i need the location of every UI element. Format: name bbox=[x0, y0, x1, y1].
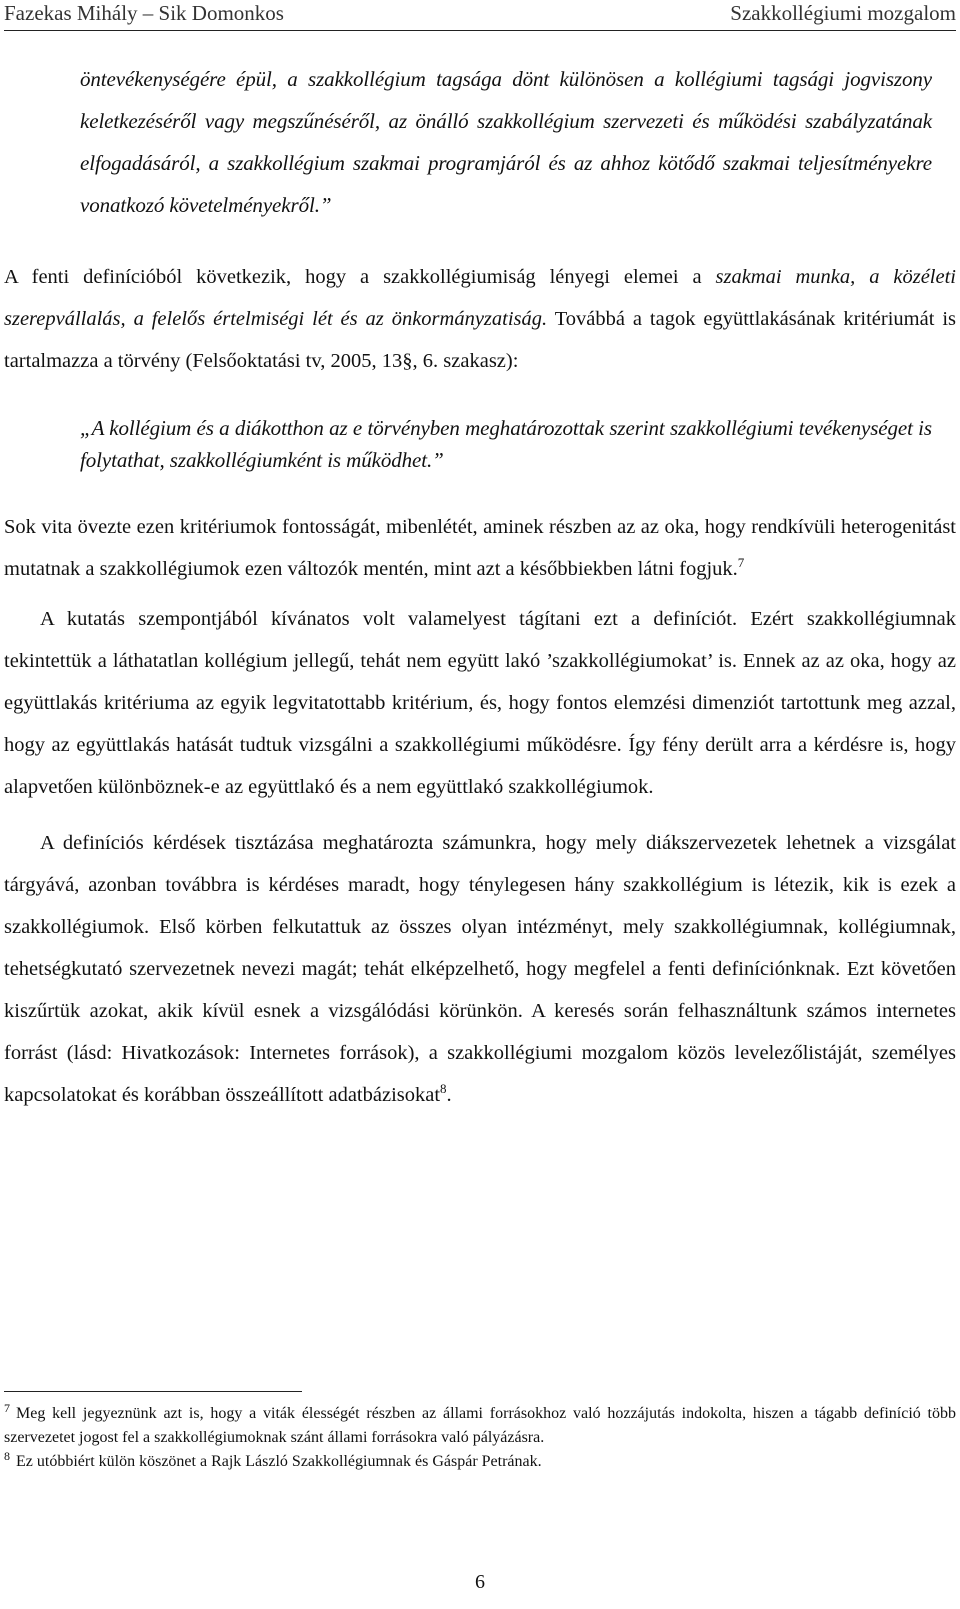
paragraph-research-definition: A kutatás szempontjából kívánatos volt valamelyest tágítani ezt a definíciót. Ezért szakkollégiumnak tekintettük a láthatatlan kollégium jellegű, tehát nem együtt lakó ’szakkollégiumokat’ is. Ennek az az oka, hogy az együttlakás kritériuma az egyik legvitatottabb kritérium, és, hogy fontos elemzési dimenziót tartottunk meg azzal, hogy az együttlakás hatását tudtuk vizsgálni a szakkollégiumi működésre. Így fény derült arra a kérdésre is, hogy alapvetően különböznek-e az együttlakó és a nem együttlakó szakkollégiumok. bbox=[4, 608, 956, 798]
footnote-text-7: Meg kell jegyeznünk azt is, hogy a viták élességét részben az állami forrásokhoz való hozzájutás indokolta, hiszen a tágabb definíció több szervezetet jogost fel a szakkollégiumoknak szánt állami forrásokra való pályázásra. bbox=[4, 1405, 956, 1446]
header-rule bbox=[4, 30, 956, 31]
page-number: 6 bbox=[475, 1571, 485, 1593]
law-quote-continuation: öntevékenységére épül, a szakkollégium tagsága dönt különösen a kollégiumi tagsági jogviszony keletkezéséről vagy megszűnéséről, az önálló szakkollégium szervezeti és működési szabályzatának elfogadásáról, a szakkollégium szakmai programjáról és az ahhoz kötődő szakmai teljesítményekre vonatkozó követelményekről.” bbox=[80, 67, 932, 217]
header-title: Szakkollégiumi mozgalom bbox=[730, 1, 956, 25]
footnote-rule bbox=[4, 1391, 302, 1392]
footnotes bbox=[4, 1402, 956, 1474]
header-authors: Fazekas Mihály – Sik Domonkos bbox=[4, 1, 284, 25]
paragraph-debate-text: Sok vita övezte ezen kritériumok fontosságát, mibenlétét, aminek részben az az oka, hogy rendkívüli heterogenitást mutatnak a szakkollégiumok ezen változók mentén, mint azt a későbbiekben látni fogjuk. bbox=[4, 516, 956, 580]
law-quote-dormitory: „A kollégium és a diákotthon az e törvényben meghatározottak szerint szakkollégiumi tevékenységet is folytathat, szakkollégiumként is működhet.” bbox=[80, 416, 932, 472]
running-header bbox=[4, 0, 956, 30]
footnote-ref-7[interactable]: 7 bbox=[737, 555, 745, 571]
footnote-7 bbox=[4, 1402, 956, 1450]
body-text bbox=[4, 58, 956, 1116]
paragraph-definition-italic: szakmai munka, a közéleti szerepvállalás, a felelős értelmiségi lét és az önkormányzatiság. bbox=[4, 266, 956, 330]
footnote-text-8: Ez utóbbiért külön köszönet a Rajk László Szakkollégiumnak és Gáspár Petrának. bbox=[16, 1453, 542, 1470]
footnote-mark-8: 8 bbox=[4, 1448, 10, 1463]
paragraph-definition-questions-end: . bbox=[446, 1084, 452, 1106]
footnote-8 bbox=[4, 1450, 956, 1474]
footnote-ref-8[interactable]: 8 bbox=[440, 1081, 447, 1097]
paragraph-definition-questions bbox=[4, 822, 956, 1116]
paragraph-definition-lead: A fenti definícióból következik, hogy a szakkollégiumiság lényegi elemei a bbox=[4, 266, 716, 288]
paragraph-definition-tail: Továbbá a tagok együttlakásának kritériumát is tartalmazza a törvény (Felsőoktatási tv, 2005, 13§, 6. szakasz): bbox=[4, 308, 957, 372]
footnote-mark-7: 7 bbox=[4, 1400, 10, 1415]
paragraph-definition-elements bbox=[4, 256, 956, 382]
paragraph-definition-questions-text: A definíciós kérdések tisztázása meghatározta számunkra, hogy mely diákszervezetek lehetnek a vizsgálat tárgyává, azonban továbbra is kérdéses maradt, hogy ténylegesen hány szakkollégium is létezik, kik is ezek a szakkollégiumok. Első körben felkutattuk az összes olyan intézményt, mely szakkollégiumnak, kollégiumnak, tehetségkutató szervezetnek nevezi magát; tehát elképzelhető, hogy megfelel a fenti definíciónknak. Ezt követően kiszűrtük azokat, akik kívül esnek a vizsgálódási körünkön. A keresés során felhasználtunk számos internetes forrást (lásd: Hivatkozások: Internetes források), a szakkollégiumi mozgalom közös levelezőlistáját, személyes kapcsolatokat és korábban összeállított adatbázisokat bbox=[4, 832, 956, 1106]
paragraph-debate bbox=[4, 506, 956, 590]
